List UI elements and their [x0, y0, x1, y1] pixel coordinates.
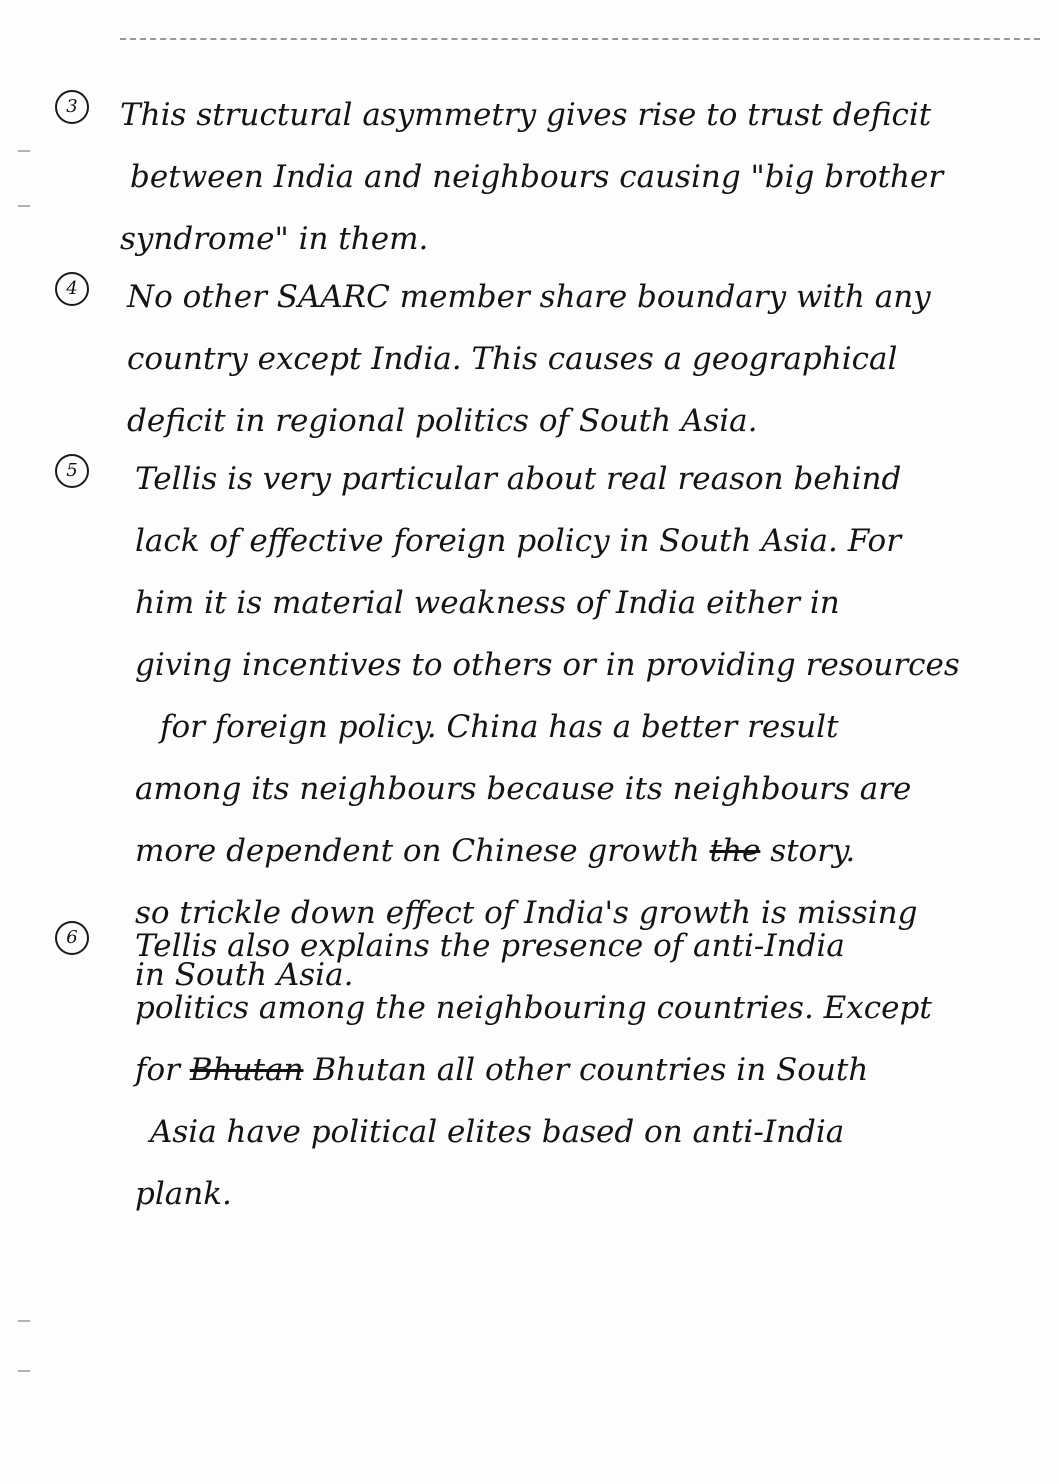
- text-line: country except India. This causes a geographical: [127, 341, 898, 377]
- text-line: Asia have political elites based on anti-India: [150, 1114, 845, 1150]
- point-4: [55, 266, 1015, 452]
- text-segment: story.: [770, 833, 856, 869]
- point-number: 6: [55, 921, 89, 955]
- text-line: in South Asia.: [135, 957, 354, 993]
- text-line: so trickle down effect of India's growth is missing: [135, 895, 918, 931]
- margin-mark: [18, 150, 30, 152]
- text-line: among its neighbours because its neighbours are: [135, 771, 912, 807]
- text-segment: more dependent on Chinese growth: [135, 833, 700, 869]
- text-line: him it is material weakness of India either in: [135, 585, 840, 621]
- margin-mark: [18, 1370, 30, 1372]
- point-6: [55, 915, 1015, 1225]
- text-line-with-strike: [135, 1039, 1015, 1101]
- struck-word: Bhutan: [189, 1052, 304, 1088]
- text-line: This structural asymmetry gives rise to trust deficit: [120, 97, 932, 133]
- text-line: syndrome" in them.: [120, 221, 429, 257]
- text-line: politics among the neighbouring countries. Except: [135, 990, 932, 1026]
- text-line: plank.: [135, 1176, 232, 1212]
- text-line: between India and neighbours causing "big brother: [130, 159, 944, 195]
- text-line: Tellis also explains the presence of anti-India: [135, 928, 845, 964]
- text-line: Tellis is very particular about real reason behind: [135, 461, 902, 497]
- text-line: deficit in regional politics of South Asia.: [127, 403, 758, 439]
- point-number: 5: [55, 454, 89, 488]
- text-line: giving incentives to others or in providing resources: [135, 647, 960, 683]
- text-segment: for: [135, 1052, 180, 1088]
- point-number: 4: [55, 272, 89, 306]
- top-dashed-rule: [120, 38, 1040, 40]
- text-line: for foreign policy. China has a better result: [160, 709, 839, 745]
- margin-mark: [18, 205, 30, 207]
- point-3: [55, 84, 1015, 270]
- text-line: No other SAARC member share boundary with any: [127, 279, 931, 315]
- text-segment: Bhutan all other countries in South: [313, 1052, 869, 1088]
- margin-mark: [18, 1320, 30, 1322]
- struck-word: the: [709, 833, 761, 869]
- point-number: 3: [55, 90, 89, 124]
- text-line: lack of effective foreign policy in South Asia. For: [135, 523, 902, 559]
- text-line-with-strike: [135, 820, 1015, 882]
